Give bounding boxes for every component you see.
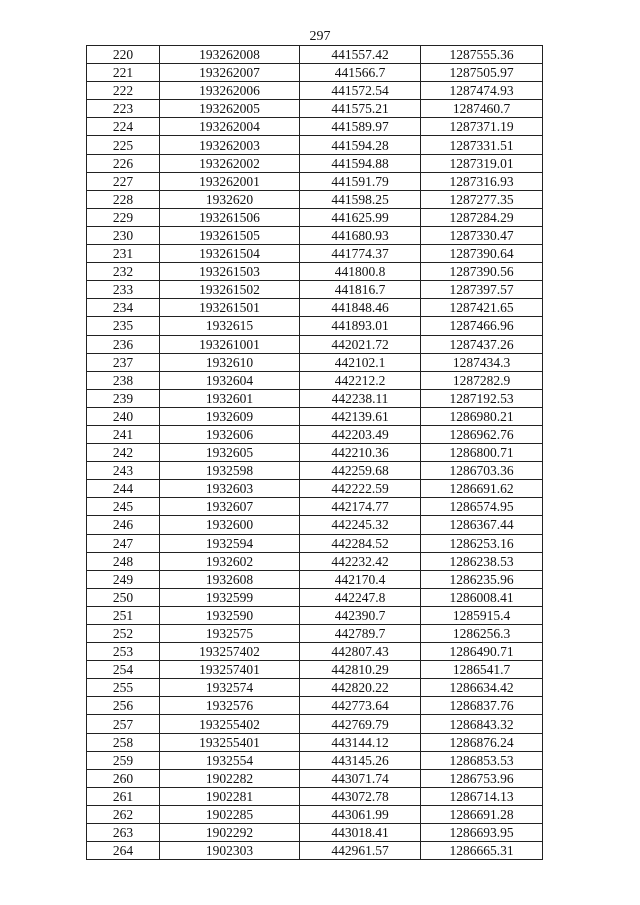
x-coordinate-cell: 441589.97	[300, 118, 421, 136]
point-number-cell: 234	[87, 299, 160, 317]
x-coordinate-cell: 441816.7	[300, 281, 421, 299]
table-row	[87, 389, 543, 407]
point-id-cell: 193261506	[160, 208, 300, 226]
point-id-cell: 193262004	[160, 118, 300, 136]
point-id-cell: 1902282	[160, 769, 300, 787]
point-id-cell: 193261503	[160, 263, 300, 281]
y-coordinate-cell: 1287434.3	[421, 353, 543, 371]
point-id-cell: 1932600	[160, 516, 300, 534]
y-coordinate-cell: 1286490.71	[421, 643, 543, 661]
table-row	[87, 226, 543, 244]
table-row	[87, 480, 543, 498]
point-id-cell: 1902281	[160, 787, 300, 805]
x-coordinate-cell: 442247.8	[300, 588, 421, 606]
point-number-cell: 245	[87, 498, 160, 516]
y-coordinate-cell: 1287277.35	[421, 190, 543, 208]
point-number-cell: 244	[87, 480, 160, 498]
y-coordinate-cell: 1286541.7	[421, 661, 543, 679]
point-number-cell: 239	[87, 389, 160, 407]
coordinates-table	[86, 45, 543, 860]
y-coordinate-cell: 1286703.36	[421, 462, 543, 480]
y-coordinate-cell: 1287390.64	[421, 245, 543, 263]
point-number-cell: 223	[87, 100, 160, 118]
point-id-cell: 193262006	[160, 82, 300, 100]
table-row	[87, 787, 543, 805]
point-id-cell: 1902303	[160, 842, 300, 860]
point-number-cell: 228	[87, 190, 160, 208]
y-coordinate-cell: 1285915.4	[421, 606, 543, 624]
point-id-cell: 193261501	[160, 299, 300, 317]
point-number-cell: 251	[87, 606, 160, 624]
x-coordinate-cell: 442139.61	[300, 407, 421, 425]
table-row	[87, 625, 543, 643]
point-number-cell: 220	[87, 46, 160, 64]
point-number-cell: 260	[87, 769, 160, 787]
y-coordinate-cell: 1286980.21	[421, 407, 543, 425]
point-number-cell: 241	[87, 425, 160, 443]
point-number-cell: 264	[87, 842, 160, 860]
table-row	[87, 64, 543, 82]
y-coordinate-cell: 1287282.9	[421, 371, 543, 389]
x-coordinate-cell: 442170.4	[300, 570, 421, 588]
table-row	[87, 462, 543, 480]
point-number-cell: 227	[87, 172, 160, 190]
table-row	[87, 697, 543, 715]
point-number-cell: 253	[87, 643, 160, 661]
y-coordinate-cell: 1287421.65	[421, 299, 543, 317]
y-coordinate-cell: 1286238.53	[421, 552, 543, 570]
x-coordinate-cell: 441591.79	[300, 172, 421, 190]
point-number-cell: 222	[87, 82, 160, 100]
y-coordinate-cell: 1286843.32	[421, 715, 543, 733]
point-id-cell: 1932574	[160, 679, 300, 697]
x-coordinate-cell: 441800.8	[300, 263, 421, 281]
point-number-cell: 255	[87, 679, 160, 697]
point-id-cell: 1932606	[160, 425, 300, 443]
point-number-cell: 233	[87, 281, 160, 299]
y-coordinate-cell: 1287316.93	[421, 172, 543, 190]
point-id-cell: 1932607	[160, 498, 300, 516]
table-row	[87, 733, 543, 751]
x-coordinate-cell: 442245.32	[300, 516, 421, 534]
x-coordinate-cell: 441598.25	[300, 190, 421, 208]
x-coordinate-cell: 442021.72	[300, 335, 421, 353]
point-id-cell: 1932605	[160, 444, 300, 462]
y-coordinate-cell: 1287397.57	[421, 281, 543, 299]
y-coordinate-cell: 1287390.56	[421, 263, 543, 281]
point-number-cell: 254	[87, 661, 160, 679]
y-coordinate-cell: 1286693.95	[421, 824, 543, 842]
point-number-cell: 232	[87, 263, 160, 281]
x-coordinate-cell: 442807.43	[300, 643, 421, 661]
y-coordinate-cell: 1287331.51	[421, 136, 543, 154]
point-id-cell: 1932576	[160, 697, 300, 715]
point-id-cell: 193262007	[160, 64, 300, 82]
table-row	[87, 299, 543, 317]
coordinates-table-body	[87, 46, 543, 860]
x-coordinate-cell: 442102.1	[300, 353, 421, 371]
point-number-cell: 252	[87, 625, 160, 643]
point-id-cell: 193262002	[160, 154, 300, 172]
table-row	[87, 281, 543, 299]
point-number-cell: 261	[87, 787, 160, 805]
x-coordinate-cell: 441893.01	[300, 317, 421, 335]
point-id-cell: 1932602	[160, 552, 300, 570]
point-id-cell: 1932598	[160, 462, 300, 480]
table-row	[87, 317, 543, 335]
y-coordinate-cell: 1287460.7	[421, 100, 543, 118]
y-coordinate-cell: 1287555.36	[421, 46, 543, 64]
y-coordinate-cell: 1286800.71	[421, 444, 543, 462]
x-coordinate-cell: 442390.7	[300, 606, 421, 624]
point-number-cell: 257	[87, 715, 160, 733]
table-row	[87, 570, 543, 588]
x-coordinate-cell: 442238.11	[300, 389, 421, 407]
point-number-cell: 238	[87, 371, 160, 389]
y-coordinate-cell: 1286008.41	[421, 588, 543, 606]
point-number-cell: 262	[87, 805, 160, 823]
table-row	[87, 136, 543, 154]
y-coordinate-cell: 1286235.96	[421, 570, 543, 588]
point-id-cell: 1932599	[160, 588, 300, 606]
y-coordinate-cell: 1287371.19	[421, 118, 543, 136]
point-id-cell: 1932590	[160, 606, 300, 624]
table-row	[87, 498, 543, 516]
point-id-cell: 193262008	[160, 46, 300, 64]
point-id-cell: 193261001	[160, 335, 300, 353]
table-row	[87, 100, 543, 118]
point-number-cell: 263	[87, 824, 160, 842]
point-id-cell: 193261502	[160, 281, 300, 299]
point-id-cell: 1932610	[160, 353, 300, 371]
y-coordinate-cell: 1287505.97	[421, 64, 543, 82]
x-coordinate-cell: 442232.42	[300, 552, 421, 570]
point-id-cell: 193255402	[160, 715, 300, 733]
y-coordinate-cell: 1286962.76	[421, 425, 543, 443]
point-number-cell: 236	[87, 335, 160, 353]
point-id-cell: 193262001	[160, 172, 300, 190]
x-coordinate-cell: 441572.54	[300, 82, 421, 100]
table-row	[87, 154, 543, 172]
x-coordinate-cell: 442222.59	[300, 480, 421, 498]
x-coordinate-cell: 442174.77	[300, 498, 421, 516]
x-coordinate-cell: 442961.57	[300, 842, 421, 860]
x-coordinate-cell: 442210.36	[300, 444, 421, 462]
y-coordinate-cell: 1287437.26	[421, 335, 543, 353]
point-id-cell: 1932615	[160, 317, 300, 335]
point-number-cell: 240	[87, 407, 160, 425]
point-number-cell: 250	[87, 588, 160, 606]
table-row	[87, 643, 543, 661]
point-id-cell: 1932575	[160, 625, 300, 643]
y-coordinate-cell: 1287192.53	[421, 389, 543, 407]
table-row	[87, 679, 543, 697]
y-coordinate-cell: 1287284.29	[421, 208, 543, 226]
y-coordinate-cell: 1286691.28	[421, 805, 543, 823]
y-coordinate-cell: 1286837.76	[421, 697, 543, 715]
table-row	[87, 805, 543, 823]
table-row	[87, 371, 543, 389]
y-coordinate-cell: 1286253.16	[421, 534, 543, 552]
point-number-cell: 225	[87, 136, 160, 154]
table-row	[87, 407, 543, 425]
y-coordinate-cell: 1286714.13	[421, 787, 543, 805]
table-row	[87, 82, 543, 100]
point-number-cell: 229	[87, 208, 160, 226]
y-coordinate-cell: 1286853.53	[421, 751, 543, 769]
x-coordinate-cell: 442820.22	[300, 679, 421, 697]
point-number-cell: 258	[87, 733, 160, 751]
table-row	[87, 751, 543, 769]
x-coordinate-cell: 443144.12	[300, 733, 421, 751]
point-number-cell: 249	[87, 570, 160, 588]
table-row	[87, 172, 543, 190]
x-coordinate-cell: 441774.37	[300, 245, 421, 263]
page-number: 297	[309, 29, 331, 44]
x-coordinate-cell: 442284.52	[300, 534, 421, 552]
table-row	[87, 552, 543, 570]
point-number-cell: 231	[87, 245, 160, 263]
point-number-cell: 237	[87, 353, 160, 371]
table-row	[87, 353, 543, 371]
table-row	[87, 715, 543, 733]
point-id-cell: 193257401	[160, 661, 300, 679]
x-coordinate-cell: 442773.64	[300, 697, 421, 715]
table-row	[87, 661, 543, 679]
table-row	[87, 46, 543, 64]
table-row	[87, 444, 543, 462]
point-number-cell: 248	[87, 552, 160, 570]
point-id-cell: 1932594	[160, 534, 300, 552]
x-coordinate-cell: 442810.29	[300, 661, 421, 679]
x-coordinate-cell: 441594.88	[300, 154, 421, 172]
point-id-cell: 193262005	[160, 100, 300, 118]
y-coordinate-cell: 1286574.95	[421, 498, 543, 516]
table-row	[87, 588, 543, 606]
table-row	[87, 606, 543, 624]
table-row	[87, 824, 543, 842]
x-coordinate-cell: 443071.74	[300, 769, 421, 787]
x-coordinate-cell: 441680.93	[300, 226, 421, 244]
table-row	[87, 335, 543, 353]
table-row	[87, 190, 543, 208]
table-row	[87, 534, 543, 552]
point-number-cell: 221	[87, 64, 160, 82]
point-number-cell: 230	[87, 226, 160, 244]
table-row	[87, 245, 543, 263]
point-number-cell: 259	[87, 751, 160, 769]
point-id-cell: 193261505	[160, 226, 300, 244]
point-id-cell: 193262003	[160, 136, 300, 154]
point-id-cell: 1932603	[160, 480, 300, 498]
x-coordinate-cell: 443061.99	[300, 805, 421, 823]
point-number-cell: 256	[87, 697, 160, 715]
y-coordinate-cell: 1287330.47	[421, 226, 543, 244]
point-number-cell: 246	[87, 516, 160, 534]
y-coordinate-cell: 1286876.24	[421, 733, 543, 751]
x-coordinate-cell: 442769.79	[300, 715, 421, 733]
point-id-cell: 1932601	[160, 389, 300, 407]
x-coordinate-cell: 442259.68	[300, 462, 421, 480]
point-number-cell: 224	[87, 118, 160, 136]
x-coordinate-cell: 442789.7	[300, 625, 421, 643]
x-coordinate-cell: 441848.46	[300, 299, 421, 317]
table-row	[87, 769, 543, 787]
y-coordinate-cell: 1286367.44	[421, 516, 543, 534]
y-coordinate-cell: 1286256.3	[421, 625, 543, 643]
x-coordinate-cell: 442212.2	[300, 371, 421, 389]
point-number-cell: 235	[87, 317, 160, 335]
x-coordinate-cell: 441566.7	[300, 64, 421, 82]
point-number-cell: 226	[87, 154, 160, 172]
x-coordinate-cell: 443018.41	[300, 824, 421, 842]
x-coordinate-cell: 441575.21	[300, 100, 421, 118]
table-row	[87, 263, 543, 281]
x-coordinate-cell: 441625.99	[300, 208, 421, 226]
point-id-cell: 1932620	[160, 190, 300, 208]
point-number-cell: 242	[87, 444, 160, 462]
point-id-cell: 1902292	[160, 824, 300, 842]
x-coordinate-cell: 442203.49	[300, 425, 421, 443]
point-id-cell: 193261504	[160, 245, 300, 263]
point-id-cell: 193257402	[160, 643, 300, 661]
y-coordinate-cell: 1287466.96	[421, 317, 543, 335]
y-coordinate-cell: 1286634.42	[421, 679, 543, 697]
x-coordinate-cell: 443072.78	[300, 787, 421, 805]
y-coordinate-cell: 1287474.93	[421, 82, 543, 100]
point-id-cell: 1932554	[160, 751, 300, 769]
point-id-cell: 1932608	[160, 570, 300, 588]
table-row	[87, 516, 543, 534]
table-row	[87, 842, 543, 860]
y-coordinate-cell: 1286753.96	[421, 769, 543, 787]
point-id-cell: 1932609	[160, 407, 300, 425]
x-coordinate-cell: 441557.42	[300, 46, 421, 64]
y-coordinate-cell: 1287319.01	[421, 154, 543, 172]
point-number-cell: 243	[87, 462, 160, 480]
point-number-cell: 247	[87, 534, 160, 552]
table-row	[87, 208, 543, 226]
point-id-cell: 1902285	[160, 805, 300, 823]
point-id-cell: 1932604	[160, 371, 300, 389]
table-row	[87, 425, 543, 443]
x-coordinate-cell: 441594.28	[300, 136, 421, 154]
y-coordinate-cell: 1286665.31	[421, 842, 543, 860]
x-coordinate-cell: 443145.26	[300, 751, 421, 769]
y-coordinate-cell: 1286691.62	[421, 480, 543, 498]
point-id-cell: 193255401	[160, 733, 300, 751]
table-row	[87, 118, 543, 136]
